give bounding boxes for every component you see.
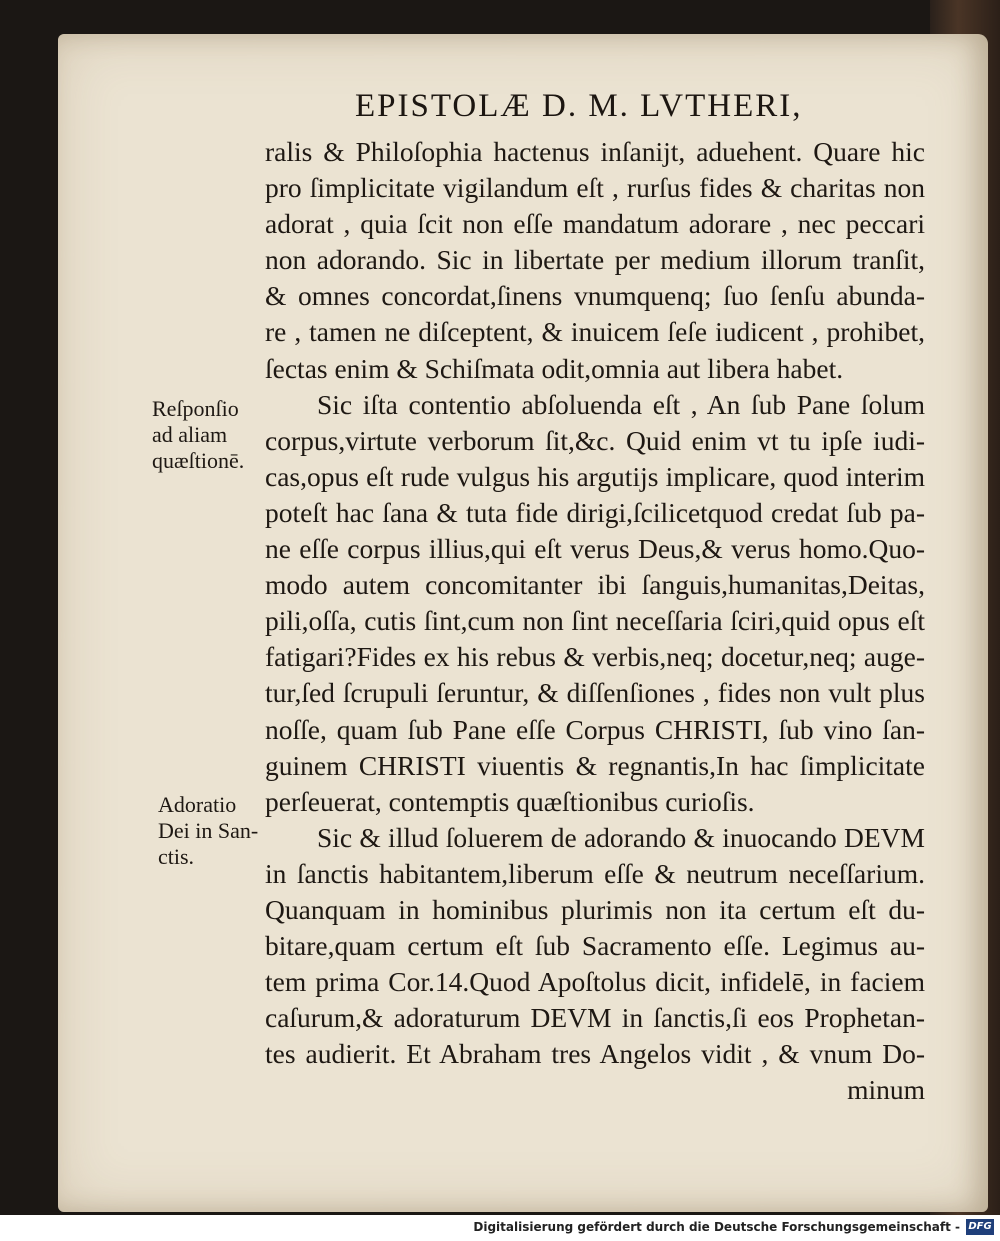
text-line: Sic & illud ſoluerem de adorando & inuocando DEVM	[317, 821, 925, 853]
text-line: guinem CHRISTI viuentis & regnantis,In hac ſimplicitate	[265, 749, 925, 781]
footer-bar	[0, 1215, 1000, 1241]
running-head: EPISTOLÆ D. M. LVTHERI,	[355, 88, 803, 124]
margin-note-line: Reſponſio	[152, 396, 239, 421]
text-line: Quanquam in hominibus plurimis non ita certum eſt du-	[265, 893, 925, 925]
margin-note-line: Adoratio	[158, 792, 237, 817]
margin-note-adoratio	[158, 792, 258, 870]
text-line: bitare,quam certum eſt ſub Sacramento eſſe. Legimus au-	[265, 930, 925, 962]
text-line: tes audierit. Et Abraham tres Angelos vidit , & vnum Do-	[265, 1038, 925, 1070]
margin-note-line: ctis.	[158, 844, 195, 869]
text-line: in ſanctis habitantem,liberum eſſe & neutrum neceſſarium.	[265, 857, 925, 889]
catchword: minum	[847, 1074, 925, 1106]
text-line: pro ſimplicitate vigilandum eſt , rurſus fides & charitas non	[265, 172, 925, 204]
text-line: perſeuerat, contemptis quæſtionibus curioſis.	[265, 785, 755, 817]
body-text	[265, 134, 925, 1109]
text-line: adorat , quia ſcit non eſſe mandatum adorare , nec peccari	[265, 208, 925, 240]
text-line: tem prima Cor.14.Quod Apoſtolus dicit, infidelē, in faciem	[265, 966, 925, 998]
margin-note-line: Dei in San-	[158, 818, 259, 843]
text-line: Sic iſta contentio abſoluenda eſt , An ſub Pane ſolum	[317, 388, 925, 420]
text-line: & omnes concordat,ſinens vnumquenq; ſuo ſenſu abunda-	[265, 280, 925, 312]
text-line: caſurum,& adoraturum DEVM in ſanctis,ſi eos Prophetan-	[265, 1002, 925, 1034]
text-line: re , tamen ne diſceptent, & inuicem ſeſe iudicent , prohibet,	[265, 316, 925, 348]
text-line: ſectas enim & Schiſmata odit,omnia aut libera habet.	[265, 352, 844, 384]
text-line: pili,oſſa, cutis ſint,cum non ſint neceſſaria ſciri,quid opus eſt	[265, 605, 925, 637]
text-line: modo autem concomitanter ibi ſanguis,humanitas,Deitas,	[265, 569, 925, 601]
text-line: noſſe, quam ſub Pane eſſe Corpus CHRISTI, ſub vino ſan-	[265, 713, 925, 745]
text-line: cas,opus eſt rude vulgus his argutijs implicare, quod interim	[265, 460, 925, 492]
dfg-logo: DFG	[966, 1219, 994, 1235]
margin-note-line: quæſtionē.	[152, 448, 245, 473]
text-line: non adorando. Sic in libertate per medium illorum tranſit,	[265, 244, 925, 276]
text-line: fatigari?Fides ex his rebus & verbis,neq; docetur,neq; auge-	[265, 641, 925, 673]
text-line: poteſt hac ſana & tuta fide dirigi,ſcilicetquod credat ſub pa-	[265, 496, 925, 528]
text-line: corpus,virtute verborum ſit,&c. Quid enim vt tu ipſe iudi-	[265, 424, 925, 456]
margin-note-responsio	[152, 396, 244, 474]
text-line: tur,ſed ſcrupuli ſeruntur, & diſſenſiones , fides non vult plus	[265, 677, 925, 709]
text-line: ne eſſe corpus illius,qui eſt verus Deus,& verus homo.Quo-	[265, 533, 925, 565]
margin-note-line: ad aliam	[152, 422, 228, 447]
text-line: ralis & Philoſophia hactenus inſanijt, aduehent. Quare hic	[265, 136, 925, 167]
funding-credit: Digitalisierung gefördert durch die Deutsche Forschungsgemeinschaft -	[473, 1220, 960, 1234]
